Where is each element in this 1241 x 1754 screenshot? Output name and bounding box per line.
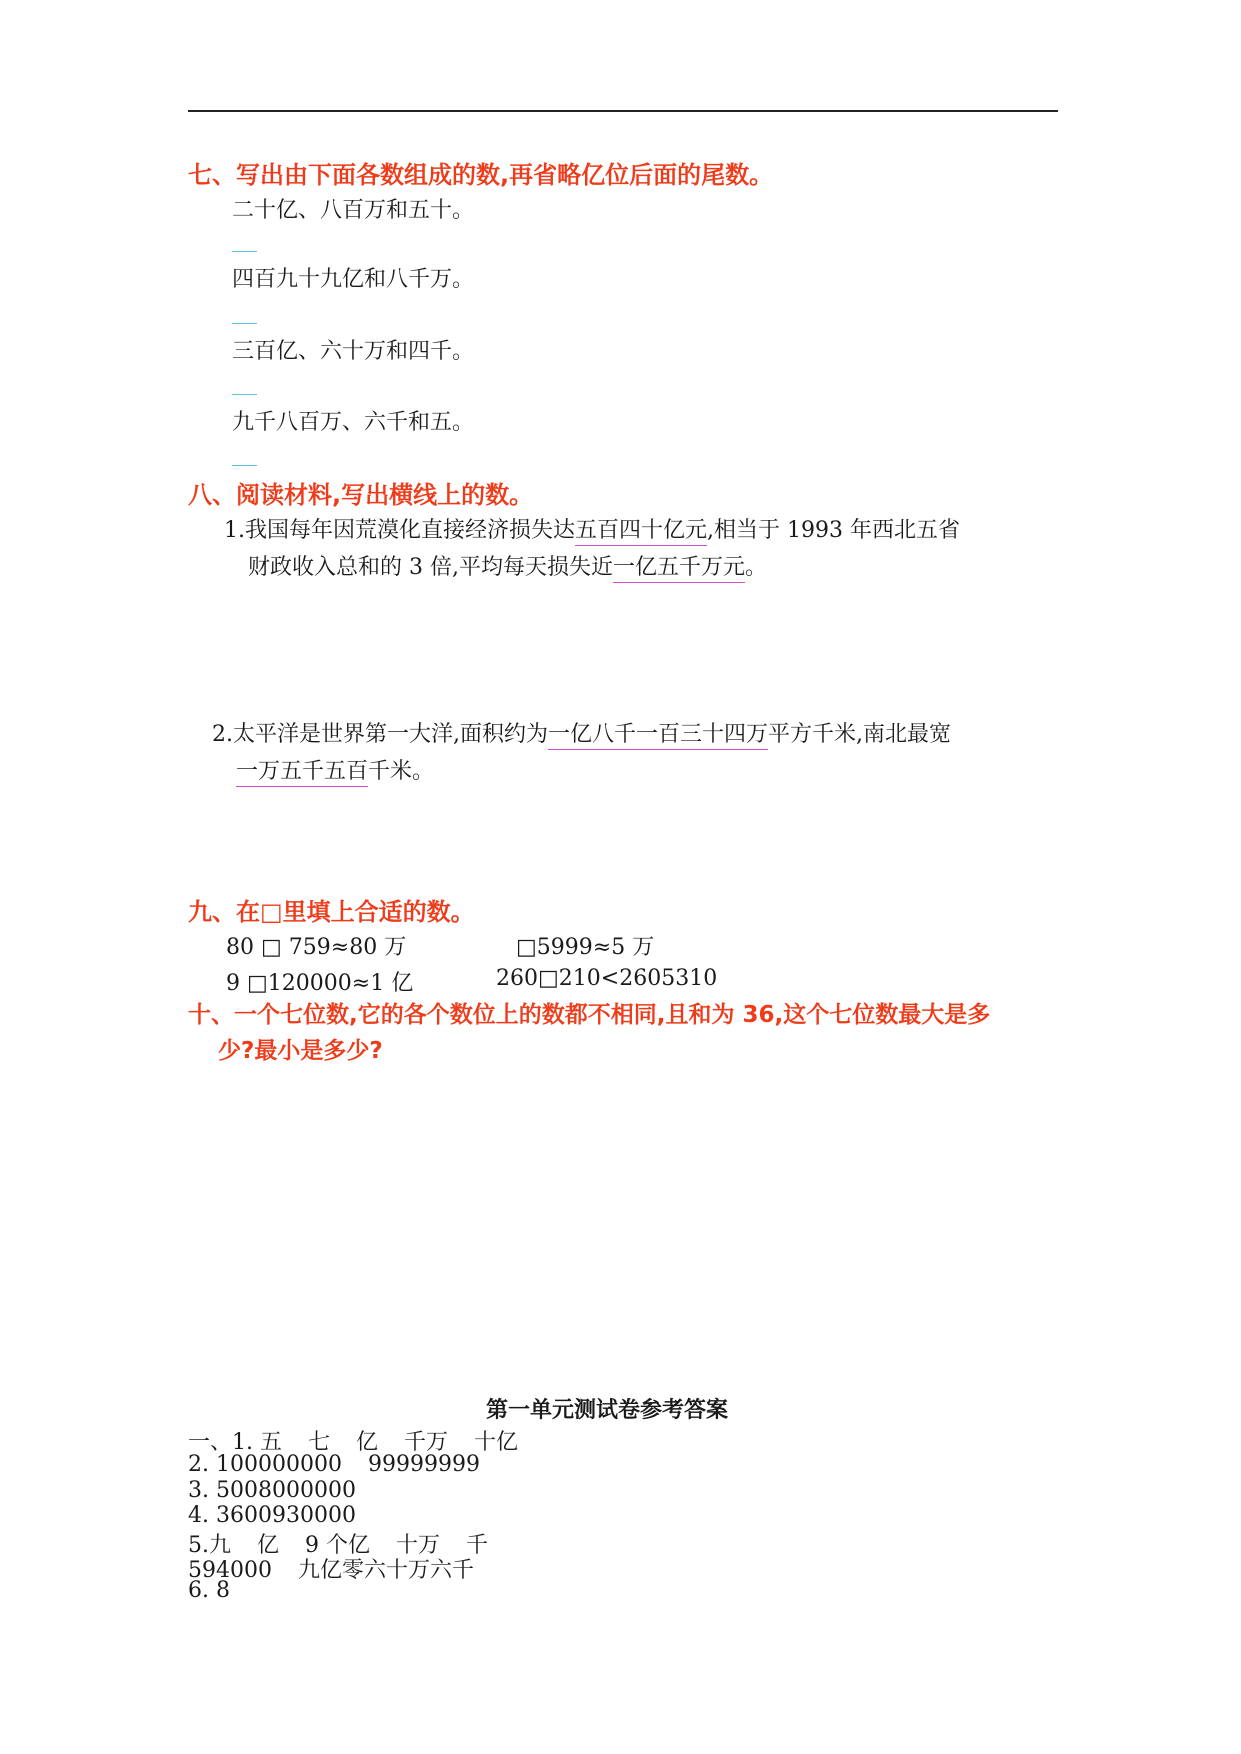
- q9-r2a-post: 120000≈1 亿: [267, 971, 414, 996]
- q7-item-3: 三百亿、六十万和四千。: [232, 339, 475, 364]
- q7-item-1: 二十亿、八百万和五十。: [232, 198, 475, 223]
- q9-r1a-pre: 80: [226, 935, 261, 960]
- q9-r2b-post: 210<2605310: [558, 966, 718, 991]
- q8-title: 八、阅读材料,写出横线上的数。: [188, 481, 534, 509]
- a1-a: 一、1. 五: [188, 1430, 282, 1455]
- q8-p2-text-b: 平方千米,南北最宽: [768, 722, 952, 747]
- a1-b: 七: [307, 1430, 330, 1455]
- q7-title: 七、写出由下面各数组成的数,再省略亿位后面的尾数。: [188, 161, 774, 189]
- q8-p1-line1: [224, 513, 960, 544]
- q9-row2-right: [496, 966, 717, 991]
- q8-p2-text-c: 千米。: [368, 759, 435, 784]
- q9-row2-left: [226, 966, 413, 997]
- answer-line-6: [188, 1553, 474, 1584]
- q8-p2-number: 2.: [212, 722, 233, 747]
- q8-p2-line1: [212, 717, 951, 748]
- a5-c: 9 个亿: [305, 1533, 371, 1558]
- q8-p2-underline-1: 一亿八千一百三十四万: [548, 722, 768, 750]
- q8-p1-underline-1: 五百四十亿元: [575, 518, 707, 546]
- q9-r1a-box[interactable]: □: [261, 935, 282, 960]
- q9-r2b-box[interactable]: □: [538, 966, 559, 991]
- q8-p2-line2: [236, 754, 434, 785]
- a6-b: 九亿零六十万六千: [297, 1558, 474, 1583]
- q9-row1-right: [516, 930, 654, 961]
- answers-title: 第一单元测试卷参考答案: [486, 1398, 729, 1423]
- a1-d: 千万: [404, 1430, 449, 1455]
- q8-p2-text-a: 太平洋是世界第一大洋,面积约为: [233, 722, 548, 747]
- a5-d: 十万: [396, 1533, 441, 1558]
- q9-row1-left: [226, 930, 406, 961]
- q7-item-2: 四百九十九亿和八千万。: [232, 267, 475, 292]
- q9-r1a-post: 759≈80 万: [281, 935, 407, 960]
- a5-e: 千: [466, 1533, 489, 1558]
- a5-a: 5.九: [188, 1533, 231, 1558]
- q10-line-1: 十、一个七位数,它的各个数位上的数都不相同,且和为 36,这个七位数最大是多: [188, 1002, 991, 1028]
- q8-p1-underline-2: 一亿五千万元: [613, 555, 745, 583]
- a1-c: 亿: [356, 1430, 379, 1455]
- a1-e: 十亿: [474, 1430, 519, 1455]
- q9-r2a-pre: 9: [226, 971, 247, 996]
- answer-line-4: 4. 3600930000: [188, 1503, 356, 1528]
- q9-r2a-box[interactable]: □: [247, 971, 268, 996]
- q7-item-4: 九千八百万、六千和五。: [232, 410, 475, 435]
- q8-p1-text-c: 财政收入总和的 3 倍,平均每天损失近: [248, 555, 613, 580]
- a5-b: 亿: [257, 1533, 280, 1558]
- q8-p1-text-a: 我国每年因荒漠化直接经济损失达: [245, 518, 576, 543]
- q9-r1b-box[interactable]: □: [516, 935, 537, 960]
- q9-title: 九、在□里填上合适的数。: [188, 898, 475, 926]
- q7-blank-3[interactable]: [232, 394, 257, 395]
- q9-r1b-post: 5999≈5 万: [536, 935, 655, 960]
- q7-blank-4[interactable]: [232, 465, 257, 466]
- q10-line-2: 少?最小是多少?: [218, 1038, 383, 1064]
- a2-a: 2. 100000000: [188, 1452, 342, 1477]
- q8-p1-text-b: ,相当于 1993 年西北五省: [707, 518, 960, 543]
- q8-p1-number: 1.: [224, 518, 245, 543]
- q7-blank-2[interactable]: [232, 323, 257, 324]
- q8-p2-underline-2: 一万五千五百: [236, 759, 368, 787]
- q9-r2b-pre: 260: [496, 966, 538, 991]
- answer-line-2: [188, 1452, 480, 1477]
- top-rule: [188, 110, 1058, 112]
- q8-p1-text-d: 。: [745, 555, 768, 580]
- q8-p1-line2: [248, 550, 767, 581]
- q7-blank-1[interactable]: [232, 251, 257, 252]
- answer-line-7: 6. 8: [188, 1578, 230, 1603]
- a2-b: 99999999: [367, 1452, 480, 1477]
- a6-a: 594000: [188, 1558, 272, 1583]
- answer-line-3: 3. 5008000000: [188, 1478, 356, 1503]
